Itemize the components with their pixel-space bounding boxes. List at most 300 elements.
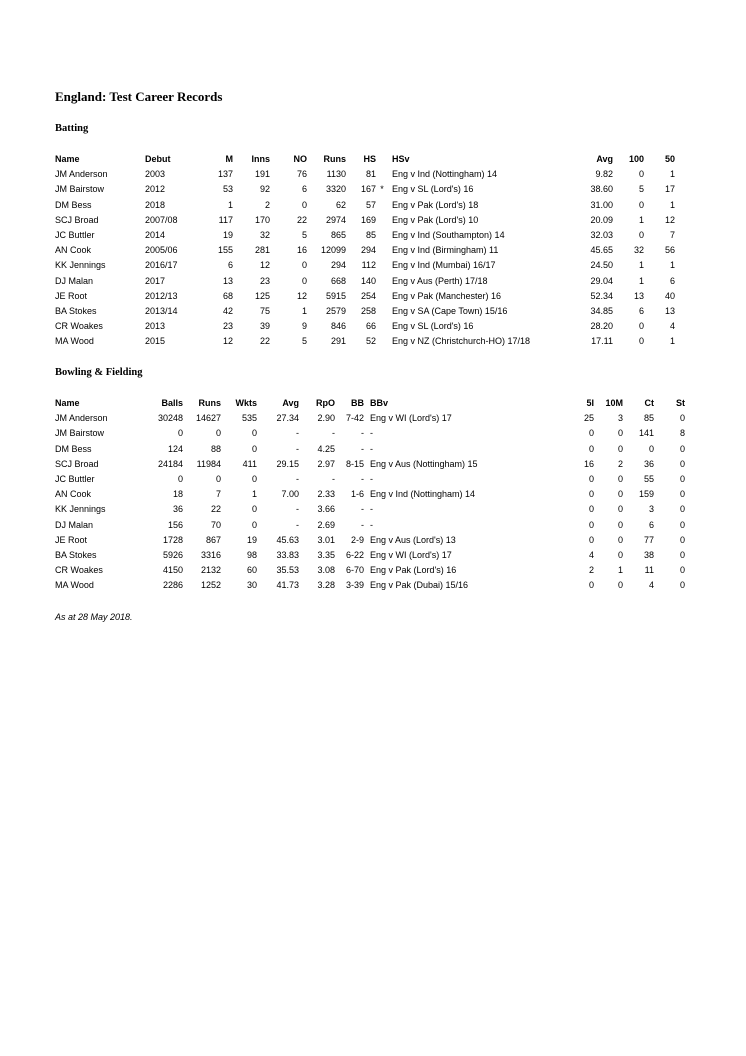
table-cell: 137: [217, 169, 233, 180]
table-cell: 76: [296, 169, 307, 180]
table-cell: 0: [215, 474, 221, 485]
table-cell: [376, 289, 388, 304]
table-cell: KK Jennings: [55, 504, 106, 515]
table-cell: 88: [210, 443, 221, 454]
table-cell: 3.08: [317, 565, 335, 576]
table-row: [55, 533, 685, 548]
table-cell: 1: [669, 260, 675, 271]
table-cell: Eng v SA (Cape Town) 15/16: [392, 306, 508, 317]
table-cell: 42: [222, 306, 233, 317]
table-cell: JC Buttler: [55, 230, 95, 241]
table-cell: 4: [669, 321, 675, 332]
table-cell: 24.50: [590, 260, 613, 271]
table-cell: 155: [217, 245, 233, 256]
table-cell: 0: [251, 443, 257, 454]
batting-heading: Batting: [55, 123, 89, 134]
column-header: Name: [55, 398, 80, 408]
table-cell: 1: [638, 260, 644, 271]
table-cell: [376, 334, 388, 349]
column-header: M: [225, 154, 233, 164]
table-cell: 19: [222, 230, 233, 241]
table-cell: -: [332, 474, 335, 485]
table-cell: 0: [588, 443, 594, 454]
table-cell: Eng v WI (Lord's) 17: [370, 550, 452, 561]
table-row: [55, 243, 675, 258]
table-cell: 2012: [145, 184, 166, 195]
table-cell: 33.83: [276, 550, 299, 561]
table-cell: 668: [330, 275, 346, 286]
table-cell: 112: [361, 260, 376, 271]
table-cell: 12099: [320, 245, 346, 256]
table-cell: 11984: [196, 458, 221, 469]
table-cell: 3.28: [317, 580, 335, 591]
table-cell: 124: [167, 443, 183, 454]
table-cell: 0: [679, 534, 685, 545]
table-cell: 1728: [162, 534, 183, 545]
table-cell: [376, 274, 388, 289]
table-cell: 2012/13: [145, 290, 178, 301]
table-cell: 5: [638, 184, 644, 195]
table-cell: [376, 228, 388, 243]
column-header: 5I: [586, 398, 594, 408]
table-cell: 2.33: [317, 489, 335, 500]
table-cell: JE Root: [55, 534, 88, 545]
table-cell: Eng v Aus (Lord's) 13: [370, 534, 456, 545]
table-cell: 1: [227, 199, 233, 210]
table-cell: 8: [679, 428, 685, 439]
table-cell: CR Woakes: [55, 565, 103, 576]
table-cell: 1-6: [350, 489, 364, 500]
column-header: Avg: [282, 398, 299, 408]
table-cell: 7: [669, 230, 675, 241]
table-cell: 24184: [157, 458, 183, 469]
table-cell: -: [296, 504, 299, 515]
table-row: [55, 213, 675, 228]
column-header: Avg: [596, 154, 613, 164]
table-cell: 254: [360, 290, 376, 301]
table-cell: 13: [222, 275, 233, 286]
table-cell: 25: [583, 413, 594, 424]
table-cell: 85: [365, 230, 376, 241]
table-cell: 0: [679, 474, 685, 485]
table-cell: [376, 167, 388, 182]
table-cell: 167: [360, 184, 376, 195]
table-cell: 14627: [195, 413, 221, 424]
table-cell: 52.34: [590, 290, 613, 301]
table-cell: 294: [330, 260, 346, 271]
table-row: [55, 167, 675, 182]
table-cell: JM Bairstow: [55, 184, 105, 195]
table-cell: -: [370, 474, 373, 485]
page-title: England: Test Career Records: [55, 89, 223, 104]
table-row: [55, 304, 675, 319]
table-cell: 0: [588, 534, 594, 545]
table-cell: [376, 243, 388, 258]
table-cell: 0: [251, 519, 257, 530]
table-cell: 3-39: [345, 580, 364, 591]
table-cell: -: [296, 428, 299, 439]
table-cell: 75: [259, 306, 270, 317]
table-cell: Eng v NZ (Christchurch-HO) 17/18: [392, 336, 531, 347]
table-cell: 0: [679, 413, 685, 424]
table-cell: 2003: [145, 169, 166, 180]
table-cell: DM Bess: [55, 443, 92, 454]
table-cell: 2: [264, 199, 270, 210]
table-cell: 77: [643, 534, 654, 545]
table-cell: 70: [210, 519, 221, 530]
table-cell: 5915: [325, 290, 346, 301]
table-cell: 1252: [200, 580, 221, 591]
table-cell: 0: [617, 443, 623, 454]
table-cell: SCJ Broad: [55, 214, 99, 225]
table-cell: 6: [638, 306, 644, 317]
table-cell: 38.60: [590, 184, 613, 195]
table-cell: 281: [254, 245, 270, 256]
table-cell: 5: [301, 336, 307, 347]
table-cell: -: [361, 428, 364, 439]
table-cell: Eng v Pak (Lord's) 18: [392, 199, 479, 210]
table-cell: 0: [251, 428, 257, 439]
table-cell: 0: [679, 565, 685, 576]
table-cell: 2016/17: [145, 260, 178, 271]
table-cell: MA Wood: [55, 580, 94, 591]
table-cell: Eng v Ind (Nottingham) 14: [392, 169, 498, 180]
table-cell: 0: [588, 489, 594, 500]
table-cell: 2286: [162, 580, 183, 591]
table-row: [55, 457, 685, 472]
table-cell: 0: [617, 428, 623, 439]
table-cell: 4: [648, 580, 654, 591]
column-header: 10M: [605, 398, 623, 408]
table-cell: 0: [251, 474, 257, 485]
table-cell: -: [296, 519, 299, 530]
table-row: [55, 289, 675, 304]
table-cell: 3.01: [317, 534, 335, 545]
table-cell: Eng v SL (Lord's) 16: [392, 321, 474, 332]
table-cell: 0: [638, 169, 644, 180]
table-cell: 2013: [145, 321, 166, 332]
header-row: [55, 152, 675, 167]
table-cell: 0: [617, 519, 623, 530]
table-cell: 2015: [145, 336, 166, 347]
table-cell: 0: [617, 534, 623, 545]
table-cell: 12: [259, 260, 270, 271]
table-cell: DM Bess: [55, 199, 92, 210]
column-header: Balls: [161, 398, 183, 408]
table-cell: 0: [588, 428, 594, 439]
table-cell: 1130: [326, 169, 346, 180]
table-cell: 41.73: [276, 580, 299, 591]
table-cell: 38: [643, 550, 654, 561]
table-cell: 32: [633, 245, 644, 256]
column-header: Runs: [198, 398, 221, 408]
table-cell: 34.85: [590, 306, 613, 317]
table-cell: 13: [633, 290, 644, 301]
table-cell: 16: [583, 458, 594, 469]
table-cell: 0: [588, 474, 594, 485]
table-cell: 0: [301, 275, 307, 286]
bowling-table: [55, 396, 685, 594]
table-cell: 1: [251, 489, 257, 500]
table-cell: 35.53: [276, 565, 299, 576]
table-cell: 0: [251, 504, 257, 515]
table-cell: 3.35: [317, 550, 335, 561]
table-cell: 0: [638, 199, 644, 210]
table-cell: 0: [301, 199, 307, 210]
table-cell: 1: [638, 214, 644, 225]
table-cell: Eng v Ind (Southampton) 14: [392, 230, 505, 241]
table-cell: 17: [664, 184, 675, 195]
table-cell: 0: [617, 504, 623, 515]
table-row: [55, 578, 685, 593]
table-cell: [376, 198, 388, 213]
table-cell: 6: [301, 184, 307, 195]
table-cell: 3.66: [317, 504, 335, 515]
table-cell: 30: [246, 580, 257, 591]
table-cell: [376, 258, 388, 273]
table-cell: JM Bairstow: [55, 428, 105, 439]
table-cell: 0: [648, 443, 654, 454]
table-cell: 60: [246, 565, 257, 576]
table-cell: 23: [259, 275, 270, 286]
table-cell: 0: [638, 336, 644, 347]
table-cell: AN Cook: [55, 245, 92, 256]
table-cell: 92: [259, 184, 270, 195]
table-cell: 31.00: [590, 199, 613, 210]
table-cell: -: [370, 504, 373, 515]
table-cell: 0: [588, 504, 594, 515]
bowling-heading: Bowling & Fielding: [55, 367, 143, 378]
table-cell: 159: [638, 489, 654, 500]
table-cell: 0: [617, 489, 623, 500]
table-cell: 2.90: [317, 413, 335, 424]
table-cell: *: [380, 184, 384, 195]
table-cell: 1: [617, 565, 623, 576]
table-cell: 6: [648, 519, 654, 530]
table-cell: 12: [664, 214, 675, 225]
table-cell: -: [361, 519, 364, 530]
table-cell: 1: [638, 275, 644, 286]
table-cell: 16: [296, 245, 307, 256]
table-cell: 0: [679, 519, 685, 530]
column-header: Wkts: [235, 398, 257, 408]
table-cell: JC Buttler: [55, 474, 95, 485]
column-header: NO: [293, 154, 307, 164]
table-row: [55, 563, 685, 578]
table-cell: 13: [664, 306, 675, 317]
column-header: 100: [628, 154, 644, 164]
table-cell: 2.69: [317, 519, 335, 530]
header-row: [55, 396, 685, 411]
batting-table: [55, 152, 675, 350]
table-cell: [376, 213, 388, 228]
table-cell: 36: [643, 458, 654, 469]
table-row: [55, 426, 685, 441]
table-cell: 39: [259, 321, 270, 332]
table-cell: 7.00: [281, 489, 299, 500]
table-cell: 0: [638, 321, 644, 332]
table-cell: 5: [301, 230, 307, 241]
table-cell: BA Stokes: [55, 550, 97, 561]
table-cell: 2974: [325, 214, 346, 225]
table-row: [55, 319, 675, 334]
column-header: HSv: [392, 154, 410, 164]
table-cell: 2014: [145, 230, 166, 241]
table-cell: 22: [296, 214, 307, 225]
table-cell: 1: [669, 199, 675, 210]
table-cell: 45.65: [590, 245, 613, 256]
table-cell: 2007/08: [145, 214, 178, 225]
table-cell: 0: [679, 504, 685, 515]
table-cell: 18: [172, 489, 183, 500]
table-cell: MA Wood: [55, 336, 94, 347]
table-cell: 2005/06: [145, 245, 178, 256]
table-cell: 140: [360, 275, 376, 286]
table-cell: -: [370, 443, 373, 454]
table-cell: 30248: [157, 413, 183, 424]
table-cell: 85: [643, 413, 654, 424]
table-cell: Eng v SL (Lord's) 16: [392, 184, 474, 195]
table-cell: 0: [638, 230, 644, 241]
table-row: [55, 518, 685, 533]
table-cell: -: [361, 443, 364, 454]
table-cell: 846: [330, 321, 346, 332]
table-row: [55, 228, 675, 243]
table-cell: 0: [301, 260, 307, 271]
table-cell: 2: [617, 458, 623, 469]
table-cell: 22: [259, 336, 270, 347]
table-cell: 27.34: [276, 413, 299, 424]
table-cell: 2132: [200, 565, 221, 576]
table-cell: 0: [617, 474, 623, 485]
table-cell: 4150: [162, 565, 183, 576]
table-row: [55, 411, 685, 426]
table-cell: -: [370, 519, 373, 530]
table-cell: 57: [365, 199, 376, 210]
table-cell: -: [361, 474, 364, 485]
footnote: As at 28 May 2018.: [55, 612, 133, 622]
table-cell: Eng v Ind (Nottingham) 14: [370, 489, 476, 500]
table-cell: 20.09: [590, 214, 613, 225]
table-cell: 17.11: [591, 336, 613, 347]
column-header: Debut: [145, 154, 171, 164]
table-cell: 3316: [200, 550, 221, 561]
table-cell: Eng v WI (Lord's) 17: [370, 413, 452, 424]
table-row: [55, 487, 685, 502]
table-row: [55, 442, 685, 457]
table-cell: 23: [222, 321, 233, 332]
table-cell: 0: [679, 458, 685, 469]
table-cell: 12: [296, 290, 307, 301]
table-cell: 6: [669, 275, 675, 286]
table-cell: CR Woakes: [55, 321, 103, 332]
table-cell: 4: [588, 550, 594, 561]
column-header: Name: [55, 154, 80, 164]
table-cell: 29.04: [590, 275, 613, 286]
table-cell: 7-42: [345, 413, 364, 424]
table-cell: 867: [205, 534, 221, 545]
table-cell: 3: [617, 413, 623, 424]
table-cell: JM Anderson: [55, 413, 108, 424]
column-header: [376, 152, 388, 167]
table-cell: 125: [254, 290, 270, 301]
table-cell: 2.97: [317, 458, 335, 469]
column-header: Inns: [251, 154, 270, 164]
table-cell: KK Jennings: [55, 260, 106, 271]
table-cell: 81: [365, 169, 376, 180]
table-cell: 6-22: [345, 550, 364, 561]
table-cell: 52: [365, 336, 376, 347]
table-cell: 56: [664, 245, 675, 256]
table-cell: 6-70: [345, 565, 364, 576]
table-cell: 865: [330, 230, 346, 241]
table-cell: 3320: [325, 184, 346, 195]
table-row: [55, 274, 675, 289]
table-cell: 62: [335, 199, 346, 210]
table-cell: 53: [222, 184, 233, 195]
table-cell: 1: [669, 169, 675, 180]
column-header: BBv: [370, 398, 389, 408]
table-row: [55, 548, 685, 563]
table-cell: 66: [365, 321, 376, 332]
table-cell: -: [332, 428, 335, 439]
table-cell: 0: [177, 474, 183, 485]
table-cell: 32: [259, 230, 270, 241]
table-cell: JM Anderson: [55, 169, 108, 180]
table-cell: 191: [254, 169, 270, 180]
table-cell: 411: [242, 458, 257, 469]
table-cell: DJ Malan: [55, 519, 94, 530]
table-cell: 4.25: [317, 443, 335, 454]
table-cell: DJ Malan: [55, 275, 94, 286]
table-cell: 32.03: [590, 230, 613, 241]
table-cell: 28.20: [590, 321, 613, 332]
table-cell: 3: [648, 504, 654, 515]
table-cell: 258: [360, 306, 376, 317]
table-cell: Eng v Aus (Perth) 17/18: [392, 275, 488, 286]
table-cell: 0: [679, 550, 685, 561]
table-cell: 141: [638, 428, 654, 439]
table-cell: 5926: [162, 550, 183, 561]
table-cell: 9.82: [595, 169, 613, 180]
table-cell: Eng v Ind (Mumbai) 16/17: [392, 260, 496, 271]
column-header: BB: [351, 398, 364, 408]
table-cell: 19: [246, 534, 257, 545]
table-cell: BA Stokes: [55, 306, 97, 317]
table-cell: -: [370, 428, 373, 439]
table-cell: 98: [246, 550, 257, 561]
table-cell: 535: [241, 413, 257, 424]
column-header: HS: [363, 154, 376, 164]
table-cell: [376, 319, 388, 334]
table-cell: 169: [360, 214, 376, 225]
table-cell: 294: [360, 245, 376, 256]
table-cell: 156: [167, 519, 183, 530]
table-row: [55, 472, 685, 487]
table-cell: 12: [222, 336, 233, 347]
column-header: 50: [664, 154, 675, 164]
table-cell: 0: [679, 580, 685, 591]
table-cell: 117: [218, 214, 233, 225]
table-cell: 11: [644, 565, 654, 576]
table-row: [55, 198, 675, 213]
table-cell: 170: [254, 214, 270, 225]
table-cell: 40: [664, 290, 675, 301]
table-cell: [376, 304, 388, 319]
table-cell: 2017: [145, 275, 166, 286]
table-cell: 0: [588, 519, 594, 530]
table-cell: 55: [643, 474, 654, 485]
